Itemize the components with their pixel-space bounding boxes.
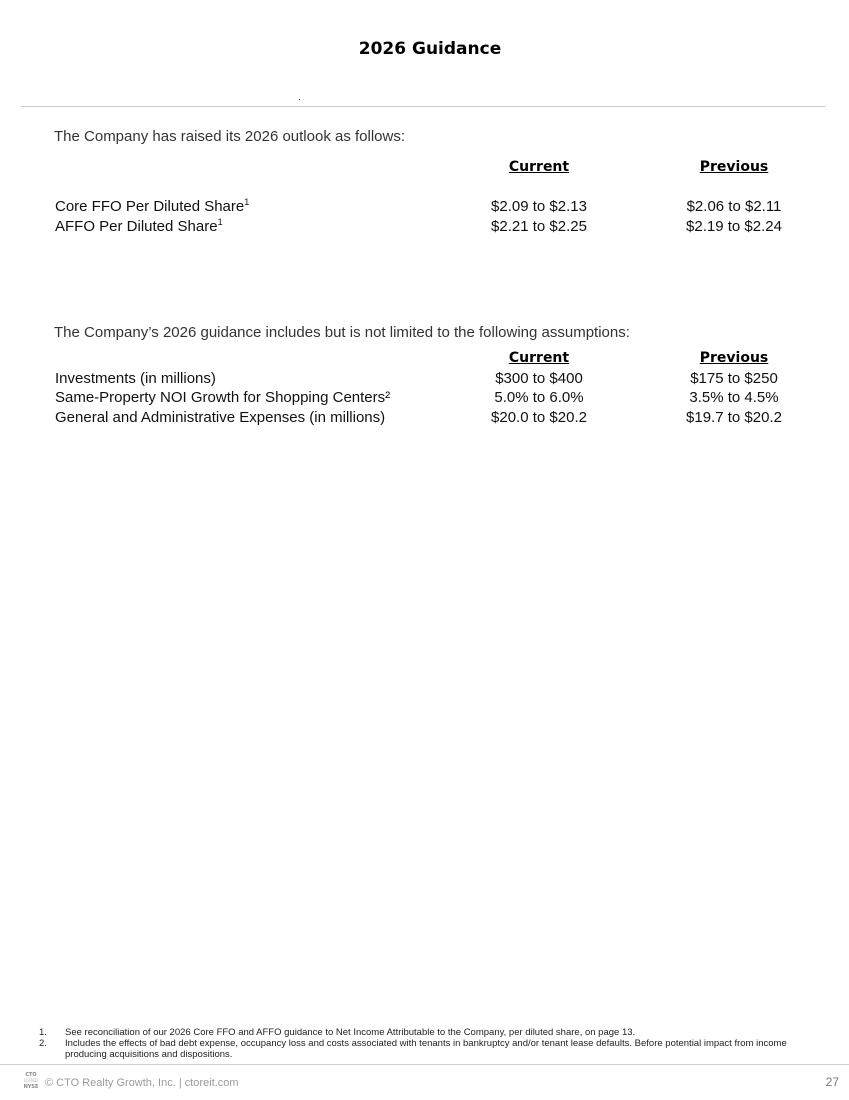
header-dot: [299, 99, 300, 100]
company-logo: [21, 1072, 41, 1090]
row-current-value: $2.21 to $2.25: [491, 218, 587, 235]
row-current-value: $2.09 to $2.13: [491, 198, 587, 215]
outlook-current-header: Current: [508, 159, 570, 175]
logo-mid-text: LISTED: [24, 1078, 38, 1083]
row-label: Same-Property NOI Growth for Shopping Centers²: [55, 389, 391, 406]
row-label: General and Administrative Expenses (in millions): [55, 409, 386, 426]
footnotes: [39, 1027, 809, 1060]
row-previous-value: $2.19 to $2.24: [686, 218, 782, 235]
footnote-item: [39, 1027, 809, 1038]
copyright-text: © CTO Realty Growth, Inc. | ctoreit.com: [45, 1077, 239, 1089]
outlook-row-core-ffo: [55, 198, 815, 218]
logo-bottom-text: NYSE: [23, 1084, 39, 1090]
row-label: AFFO Per Diluted Share$^1$: [55, 217, 223, 235]
row-label: Investments (in millions): [55, 370, 216, 387]
logo-top-text: CTO: [25, 1072, 37, 1078]
assumptions-intro: The Company’s 2026 guidance includes but is not limited to the following assumptions:: [54, 324, 630, 341]
assumptions-row-investments: [55, 370, 815, 390]
row-previous-value: $19.7 to $20.2: [686, 409, 782, 426]
assumptions-current-header: Current: [508, 350, 570, 366]
outlook-intro: The Company has raised its 2026 outlook as follows:: [54, 128, 406, 145]
footnote-number: 1.: [39, 1027, 47, 1038]
page-number: 27: [825, 1075, 839, 1089]
footnote-ref: 1: [244, 197, 250, 207]
header-divider: [21, 106, 826, 107]
footnote-item: [39, 1038, 809, 1060]
row-current-value: $300 to $400: [495, 370, 583, 387]
footnote-text: Includes the effects of bad debt expense, occupancy loss and costs associated with tenants in bankruptcy and/or tenant lease defaults. Before potential impact from income producing acquisitions and dispositions.: [65, 1038, 787, 1060]
footnote-number: 2.: [39, 1038, 47, 1049]
outlook-previous-header: Previous: [699, 159, 769, 175]
footnote-ref: 1: [217, 217, 223, 227]
page-title: 2026 Guidance: [358, 39, 502, 59]
row-previous-value: 3.5% to 4.5%: [689, 389, 779, 406]
assumptions-row-noi-growth: [55, 389, 815, 409]
assumptions-previous-header: Previous: [699, 350, 769, 366]
footnote-text: See reconciliation of our 2026 Core FFO and AFFO guidance to Net Income Attributable to the Company, per diluted share, on page 13.: [65, 1027, 636, 1038]
assumptions-row-g-and-a: [55, 409, 815, 429]
row-current-value: $20.0 to $20.2: [491, 409, 587, 426]
row-previous-value: $175 to $250: [690, 370, 778, 387]
outlook-row-affo: [55, 218, 815, 238]
row-current-value: 5.0% to 6.0%: [494, 389, 584, 406]
row-label: Core FFO Per Diluted Share$^1$: [55, 197, 250, 215]
row-previous-value: $2.06 to $2.11: [686, 198, 782, 215]
footer-divider: [0, 1064, 849, 1065]
